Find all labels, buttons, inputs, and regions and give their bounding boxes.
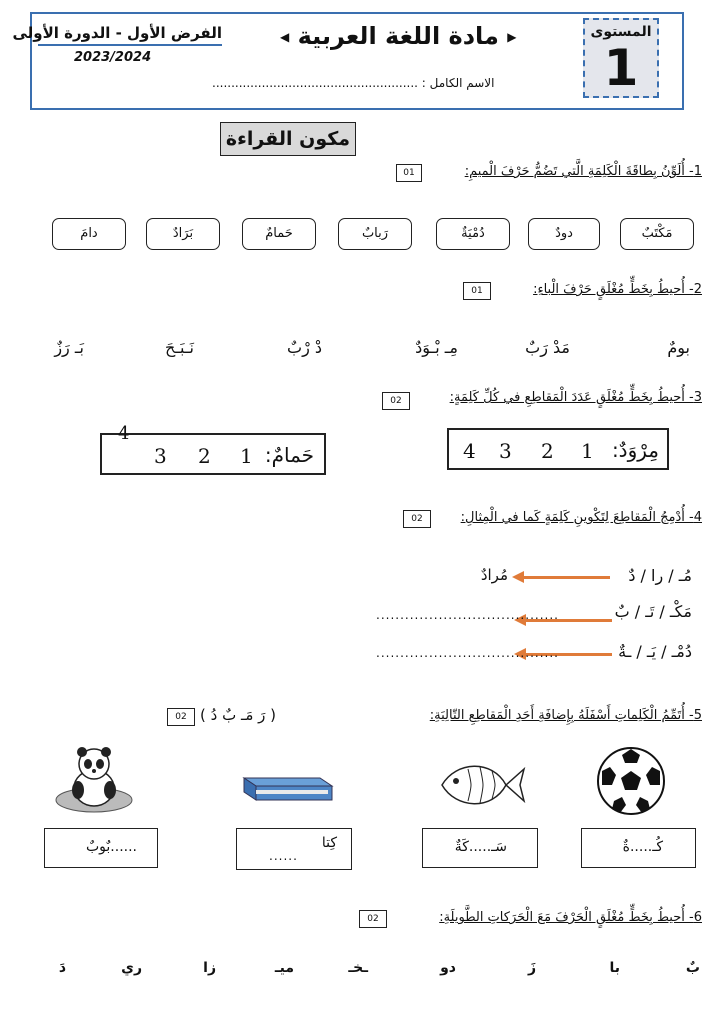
q5-word: سَـ.....كَةٌ xyxy=(454,839,507,855)
q3-left-number[interactable]: 2 xyxy=(198,444,211,468)
q3-right-word: مِرْوَدٌ: xyxy=(611,438,659,462)
q3-right-box xyxy=(447,428,669,470)
q3-right-number[interactable]: 2 xyxy=(541,439,554,463)
q4-answer: مُرادٌ xyxy=(480,566,508,584)
q6-score: 02 xyxy=(359,910,387,928)
q4-syllables: دُمْـ / يَـ / ـةٌ xyxy=(618,642,692,661)
q6-letter[interactable]: ري xyxy=(121,960,142,976)
book-image xyxy=(240,770,336,806)
level-label: المستوى xyxy=(590,24,652,40)
q6-letter[interactable]: بٌ xyxy=(685,960,700,976)
football-image xyxy=(594,745,668,817)
subject-title xyxy=(280,22,516,50)
q6-letter[interactable]: با xyxy=(609,960,620,976)
q3-left-extra-number[interactable]: 4 xyxy=(118,423,130,444)
q6-instruction: 6- أُحيطُ بِخَطٍّ مُغْلَقٍ الْحَرْفَ مَعَ الْحَرَكاتِ الطَّويلَةِ: xyxy=(439,910,702,925)
q4-instruction: 4- أُدْمِجُ الْمَقاطِعَ لِتَكْوينِ كَلِمَةٍ كَما في الْمِثالِ: xyxy=(460,510,702,525)
q5-word-box[interactable] xyxy=(581,828,696,868)
q6-letter[interactable]: دَ xyxy=(58,960,66,976)
q1-instruction: 1- أُلَوِّنُ بِطاقَةَ الْكَلِمَةِ الَّتي تَضُمُّ حَرْفَ الْميمِ: xyxy=(464,164,702,179)
arrow-line xyxy=(522,576,610,579)
q3-left-word: حَمامٌ: xyxy=(264,443,314,467)
subject-title-text: مادة اللغة العربية xyxy=(297,22,499,50)
q1-card[interactable]: بَرَادٌ xyxy=(146,218,220,250)
q3-left-number[interactable]: 3 xyxy=(154,444,167,468)
q5-word: ......بٌوبٌ xyxy=(85,839,137,855)
q2-letter[interactable]: دْ رْبٌ xyxy=(287,338,322,357)
section-title: مكون القراءة xyxy=(220,122,356,156)
q3-instruction: 3- أُحيطُ بِخَطٍّ مُغْلَقٍ عَدَدَ الْمَقاطِعِ في كُلِّ كَلِمَةٍ: xyxy=(449,390,702,405)
q6-letter[interactable]: دو xyxy=(440,960,456,976)
q2-score: 01 xyxy=(463,282,491,300)
q6-letter[interactable]: ـخـ xyxy=(348,960,368,976)
q2-letter[interactable]: مِـ بْـوَدٌ xyxy=(415,338,458,357)
q5-word: كِتا xyxy=(321,835,337,851)
q2-letter[interactable]: بَـ رَزٌ xyxy=(54,338,84,357)
q4-score: 02 xyxy=(403,510,431,528)
q1-card[interactable]: مَكْتَبٌ xyxy=(620,218,694,250)
q5-word-dots: ...... xyxy=(269,849,298,863)
q5-word-box[interactable] xyxy=(422,828,538,868)
q4-syllables: مُـ / را / دٌ xyxy=(628,566,692,585)
q1-card[interactable]: دُمْيَةٌ xyxy=(436,218,510,250)
q4-answer-blank[interactable]: ...................................... xyxy=(376,608,559,622)
panda-image xyxy=(52,742,136,816)
q1-card[interactable]: حَمامٌ xyxy=(242,218,316,250)
q3-left-number[interactable]: 1 xyxy=(240,444,253,468)
q3-right-number[interactable]: 4 xyxy=(463,439,476,463)
q3-right-number[interactable]: 1 xyxy=(581,439,594,463)
q6-letter[interactable]: ميـ xyxy=(274,960,294,976)
full-name-field[interactable]: الاسم الكامل : ...................................................... xyxy=(212,76,495,90)
q4-answer-blank[interactable]: ...................................... xyxy=(376,646,559,660)
q1-card[interactable]: دامَ xyxy=(52,218,126,250)
level-number: 1 xyxy=(603,39,639,97)
fish-image xyxy=(436,755,528,815)
q5-syllable-options: ( رَ مَـ بٌ دُ ) xyxy=(200,706,277,724)
q1-card[interactable]: دودٌ xyxy=(528,218,600,250)
q5-word: كُـ.....ةٌ xyxy=(622,839,663,855)
q3-left-box xyxy=(100,433,326,475)
q2-letter[interactable]: نَـبَـحَ xyxy=(165,338,194,357)
q4-syllables: مَكْـ / تَـ / بٌ xyxy=(614,602,692,621)
q6-letter[interactable]: زَ xyxy=(527,960,536,976)
triangle-right-icon: ▶ xyxy=(507,30,517,44)
q6-letter[interactable]: زا xyxy=(203,960,216,976)
term-underline xyxy=(38,44,222,46)
q5-word-box[interactable] xyxy=(44,828,158,868)
q2-instruction: 2- أُحيطُ بِخَطٍّ مُغْلَقٍ حَرْفَ الْباءِ: xyxy=(533,282,702,297)
q3-right-number[interactable]: 3 xyxy=(499,439,512,463)
triangle-left-icon: ◀ xyxy=(280,30,290,44)
q5-score: 02 xyxy=(167,708,195,726)
q5-word-box[interactable] xyxy=(236,828,352,870)
q3-score: 02 xyxy=(382,392,410,410)
q2-letter[interactable]: مَدْ رَبٌ xyxy=(525,338,570,357)
school-year: 2023/2024 xyxy=(74,50,152,65)
q1-card[interactable]: رَبابٌ xyxy=(338,218,412,250)
q5-instruction: 5- أُتَمِّمُ الْكَلِماتِ أَسْفَلَهُ بِإِضافَةِ أَحَدِ الْمَقاطِعِ التّالِيَةِ: xyxy=(429,708,702,723)
q1-score: 01 xyxy=(396,164,422,182)
level-box xyxy=(583,18,659,98)
q2-letter[interactable]: بومٌ xyxy=(667,338,690,357)
term-label: الفرض الأول - الدورة الأولى xyxy=(12,24,222,42)
